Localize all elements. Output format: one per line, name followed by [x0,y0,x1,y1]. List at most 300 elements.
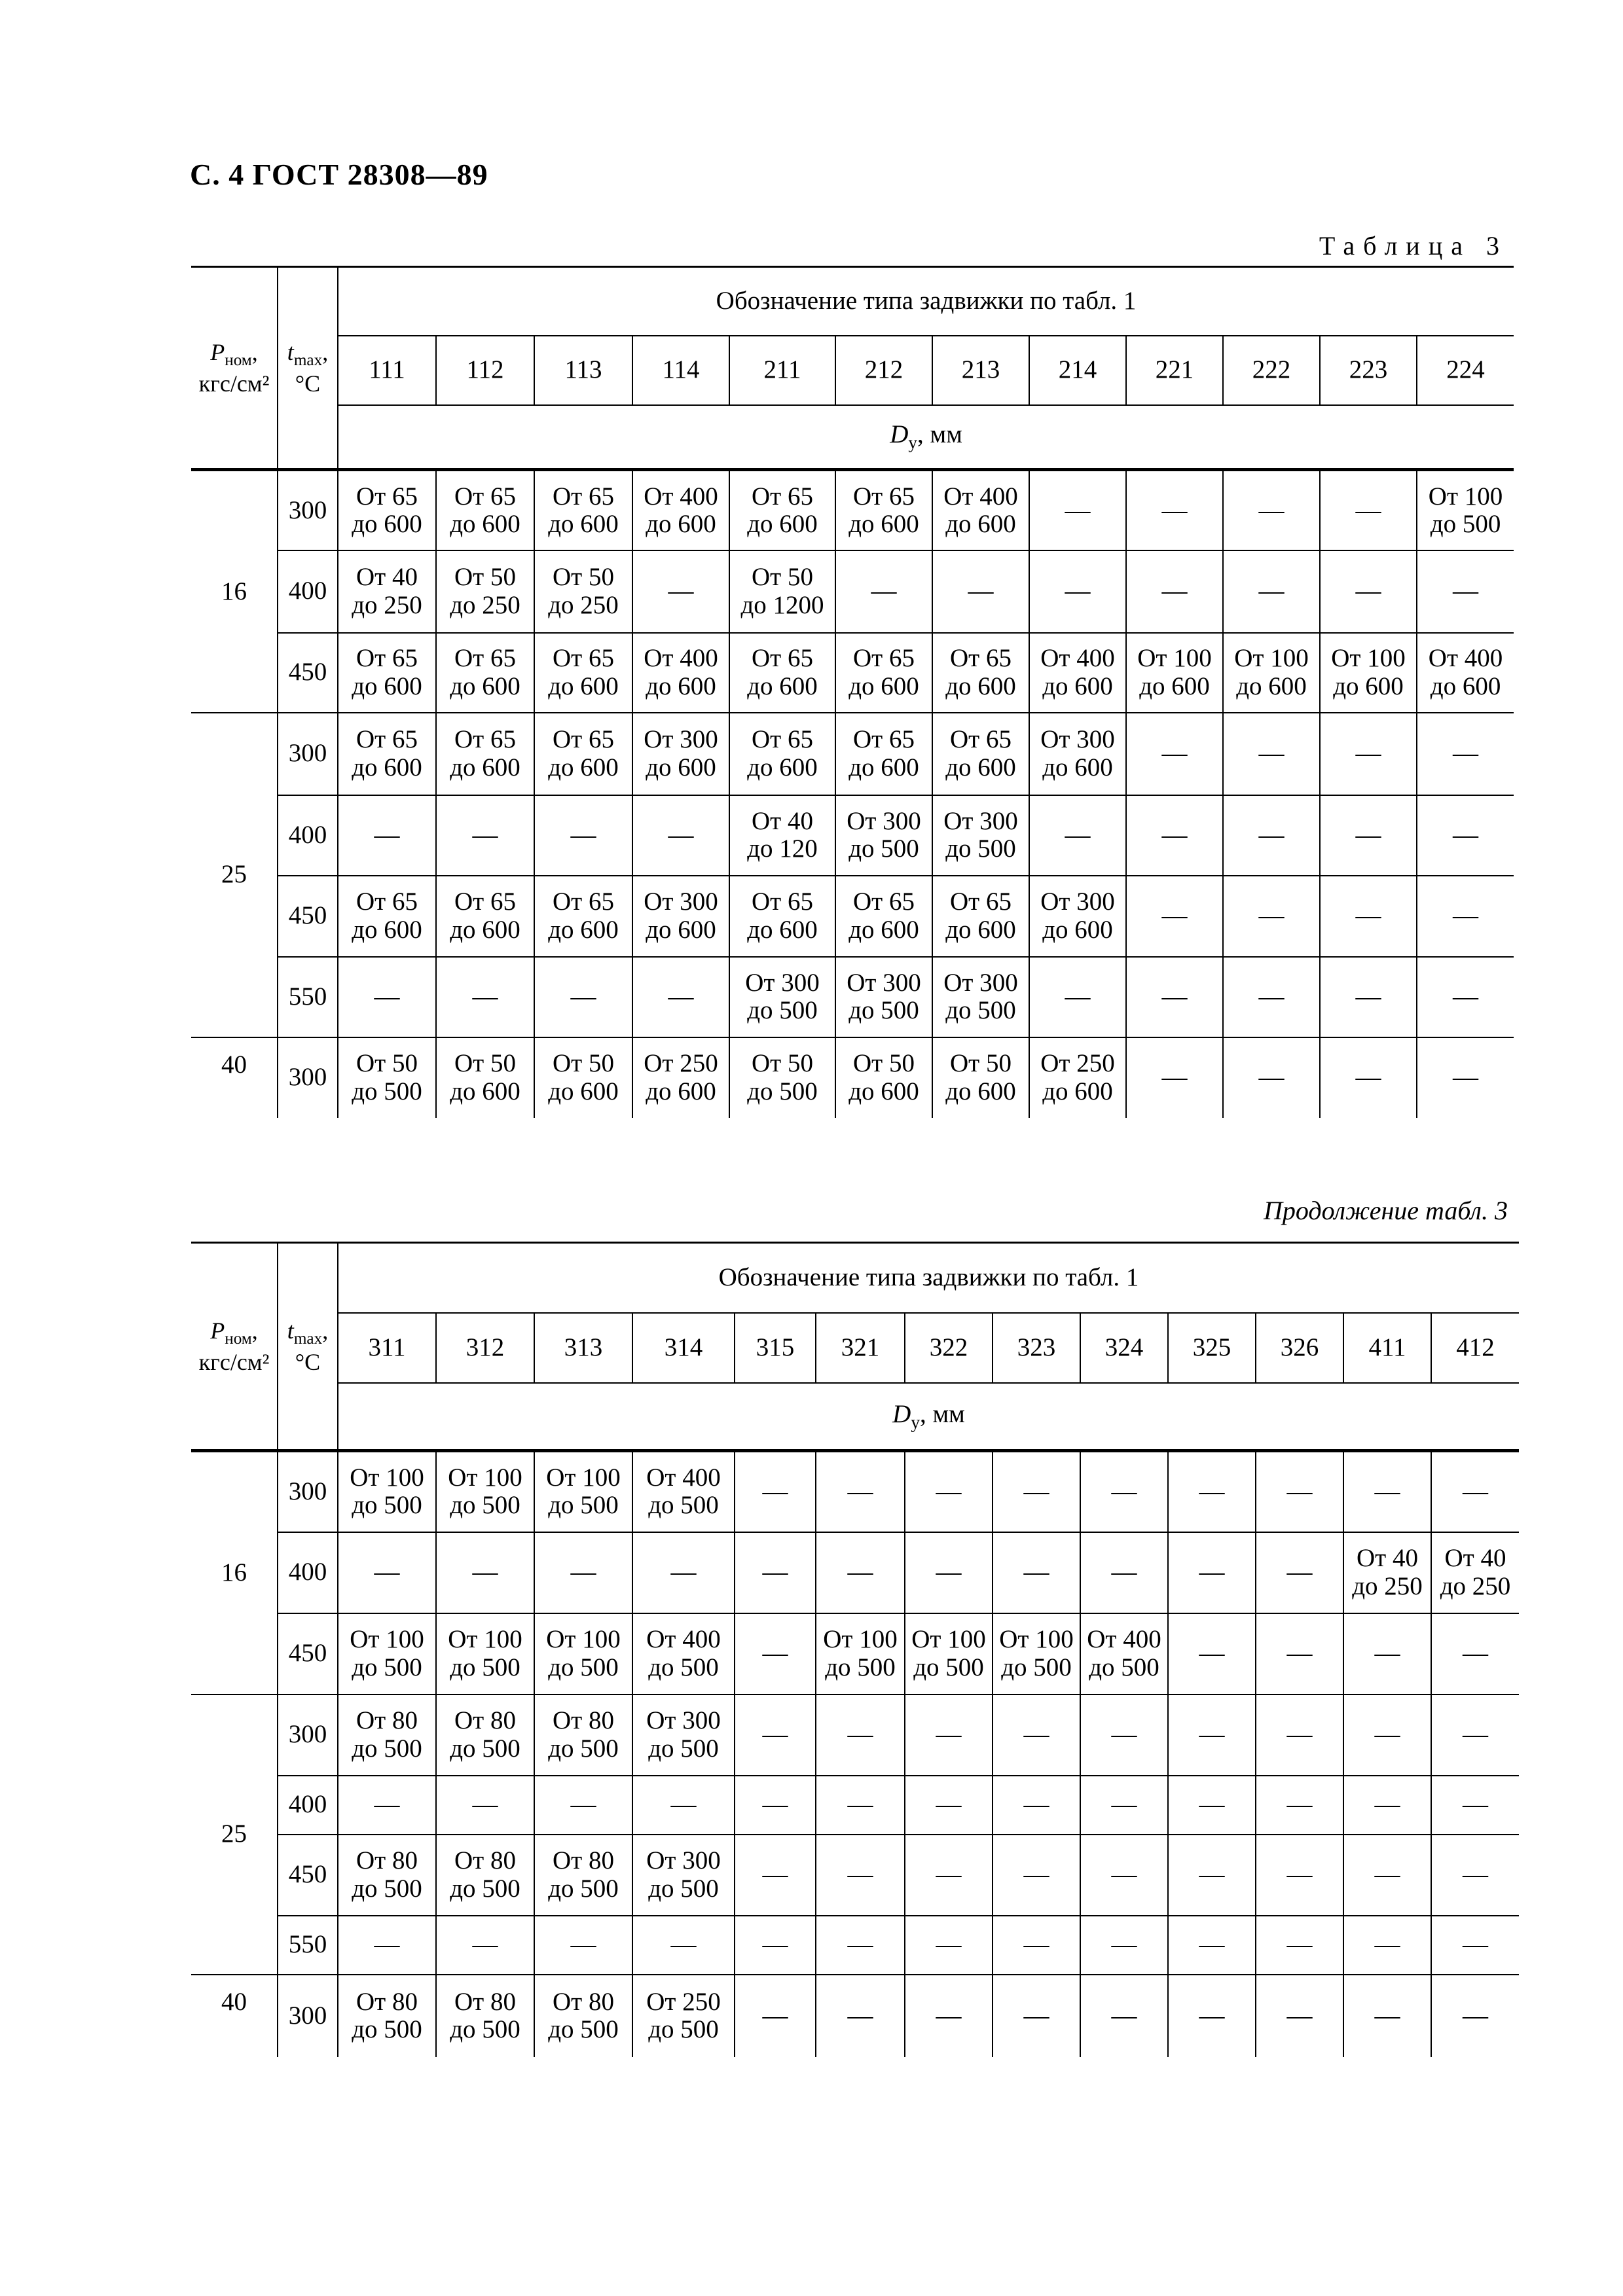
not-applicable-dash: — [1258,982,1285,1011]
range-from: От 65 [454,644,516,673]
not-applicable-dash: — [936,1790,962,1819]
range-from: От 80 [454,1846,516,1875]
not-applicable-dash: — [1161,739,1188,768]
not-applicable-dash: — [847,1477,873,1506]
diameter-range-cell [534,1916,632,1975]
diameter-range-cell [932,957,1029,1037]
valve-type-code: 223 [1320,336,1417,405]
range-from: От 250 [646,1987,721,2016]
not-applicable-dash: — [762,1860,788,1889]
range-from: От 300 [847,806,921,835]
valve-type-code: 213 [932,336,1029,405]
diameter-range-cell [729,876,835,957]
diameter-range-cell [436,1695,534,1776]
temperature-value: 400 [278,1776,338,1835]
valve-table [191,266,1514,1118]
temperature-value: 300 [278,1037,338,1118]
diameter-range-cell [632,1916,735,1975]
diameter-range-cell [1126,876,1223,957]
range-to: до 250 [352,590,422,619]
not-applicable-dash: — [1161,901,1188,930]
range-from: От 400 [646,1625,721,1654]
range-to: до 500 [747,996,818,1024]
range-to: до 600 [548,1077,619,1105]
not-applicable-dash: — [762,1790,788,1819]
diameter-range-cell [1080,1916,1168,1975]
not-applicable-dash: — [374,1558,400,1587]
not-applicable-dash: — [1453,739,1479,768]
range-to: до 600 [747,509,818,538]
temperature-value: 450 [278,633,338,713]
not-applicable-dash: — [762,1720,788,1749]
range-from: От 40 [752,806,813,835]
diameter-range-cell [932,795,1029,876]
diameter-range-cell [1126,713,1223,795]
diameter-range-cell [338,1695,436,1776]
not-applicable-dash: — [1111,1477,1137,1506]
diameter-range-cell [436,1532,534,1613]
not-applicable-dash: — [1355,820,1381,849]
range-to: до 600 [548,753,619,781]
range-to: до 500 [1089,1653,1159,1681]
diameter-range-cell [436,1613,534,1695]
diameter-range-cell [1126,795,1223,876]
diameter-range-cell [1431,1776,1519,1835]
range-from: От 65 [752,888,813,916]
temperature-value: 400 [278,795,338,876]
not-applicable-dash: — [1161,820,1188,849]
not-applicable-dash: — [1199,1558,1225,1587]
diameter-range-cell [1343,1451,1431,1532]
diameter-range-cell [436,470,534,550]
range-to: до 500 [648,1734,719,1763]
range-from: От 100 [1234,644,1309,673]
diameter-range-cell [729,795,835,876]
range-from: От 40 [356,563,418,592]
range-to: до 600 [1430,672,1501,700]
range-from: От 50 [950,1049,1012,1078]
range-from: От 50 [853,1049,915,1078]
range-from: От 400 [943,482,1018,511]
diameter-range-cell [1320,1037,1417,1118]
range-to: до 600 [352,753,422,781]
diameter-range-cell [1168,1532,1256,1613]
diameter-range-cell [816,1835,905,1916]
table-row [191,1975,1519,2057]
not-applicable-dash: — [847,1930,873,1959]
diameter-range-cell [1256,1613,1343,1695]
range-from: От 250 [644,1049,718,1078]
diameter-range-cell [905,1613,993,1695]
temperature-value: 300 [278,470,338,550]
range-to: до 500 [1001,1653,1072,1681]
not-applicable-dash: — [762,2001,788,2030]
not-applicable-dash: — [1463,1720,1488,1749]
not-applicable-dash: — [871,577,897,605]
range-to: до 500 [648,1653,719,1681]
valve-type-code: 211 [729,336,835,405]
range-from: От 300 [644,725,718,754]
diameter-range-cell [816,1613,905,1695]
range-from: От 80 [553,1706,614,1735]
table-row [191,1037,1514,1118]
diameter-range-cell [729,550,835,633]
diameter-range-cell [729,1037,835,1118]
not-applicable-dash: — [1355,1063,1381,1092]
diameter-range-cell [1080,1532,1168,1613]
range-to: до 600 [848,1077,919,1105]
not-applicable-dash: — [1286,1930,1313,1959]
diameter-range-cell [1223,876,1320,957]
range-to: до 600 [548,915,619,944]
diameter-range-cell [1126,633,1223,713]
diameter-range-cell [338,957,436,1037]
range-to: до 500 [548,1874,619,1903]
not-applicable-dash: — [668,820,694,849]
valve-type-header: Обозначение типа задвижки по табл. 1 [338,1243,1519,1313]
not-applicable-dash: — [1111,1558,1137,1587]
pressure-value: 16 [191,1451,278,1695]
diameter-range-cell [632,550,729,633]
range-from: От 65 [752,725,813,754]
range-from: От 300 [943,806,1018,835]
not-applicable-dash: — [1453,577,1479,605]
range-to: до 600 [548,509,619,538]
range-to: до 600 [747,672,818,700]
not-applicable-dash: — [1161,577,1188,605]
range-to: до 500 [548,1734,619,1763]
not-applicable-dash: — [1111,2001,1137,2030]
not-applicable-dash: — [1199,1477,1225,1506]
table-row [191,1613,1519,1695]
range-from: От 65 [853,482,915,511]
diameter-range-cell [534,713,632,795]
range-to: до 600 [945,672,1016,700]
range-to: до 250 [548,590,619,619]
valve-type-code: 324 [1080,1313,1168,1383]
temperature-header [278,1243,338,1451]
diameter-range-cell [729,713,835,795]
valve-type-code: 326 [1256,1313,1343,1383]
valve-type-code: 412 [1431,1313,1519,1383]
range-to: до 600 [352,915,422,944]
range-to: до 600 [848,509,919,538]
range-from: От 40 [1357,1544,1418,1573]
diameter-range-cell [1431,1695,1519,1776]
diameter-range-cell [436,1975,534,2057]
diameter-range-cell [1417,1037,1514,1118]
pressure-header [191,267,278,470]
range-from: От 50 [454,1049,516,1078]
diameter-range-cell [534,1532,632,1613]
diameter-range-cell [735,1916,816,1975]
range-from: От 400 [1428,644,1503,673]
diameter-range-cell [1431,1835,1519,1916]
range-from: От 100 [448,1625,522,1654]
diameter-range-cell [1417,550,1514,633]
diameter-range-cell [338,1776,436,1835]
valve-table-continued [191,1242,1519,2057]
not-applicable-dash: — [847,1558,873,1587]
diameter-range-cell [1320,876,1417,957]
range-from: От 65 [356,725,418,754]
pressure-header-unit: кгс/см² [198,1348,270,1375]
not-applicable-dash: — [1463,1790,1488,1819]
range-from: От 300 [943,968,1018,997]
diameter-range-cell [632,1532,735,1613]
not-applicable-dash: — [1258,495,1285,524]
diameter-range-cell [338,1835,436,1916]
not-applicable-dash: — [1374,1639,1400,1668]
diameter-range-cell [436,1776,534,1835]
range-from: От 65 [553,644,614,673]
diameter-range-cell [1256,1532,1343,1613]
table-row [191,1776,1519,1835]
diameter-range-cell [1126,1037,1223,1118]
range-from: От 65 [950,644,1012,673]
diameter-range-cell [534,1451,632,1532]
diameter-range-cell [1417,470,1514,550]
temperature-value: 300 [278,713,338,795]
nominal-diameter-header: $D_y$, мм [338,1383,1519,1451]
range-from: От 65 [356,482,418,511]
diameter-range-cell [1320,470,1417,550]
diameter-range-cell [816,1451,905,1532]
diameter-range-cell [735,1975,816,2057]
valve-type-header: Обозначение типа задвижки по табл. 1 [338,267,1514,336]
diameter-range-cell [1417,957,1514,1037]
table-row [191,795,1514,876]
not-applicable-dash: — [1286,1639,1313,1668]
diameter-range-cell [905,1532,993,1613]
diameter-range-cell [1320,795,1417,876]
range-to: до 600 [945,915,1016,944]
diameter-range-cell [534,470,632,550]
range-from: От 65 [752,482,813,511]
range-to: до 600 [646,753,716,781]
not-applicable-dash: — [762,1477,788,1506]
pressure-value: 16 [191,470,278,713]
diameter-range-cell [932,550,1029,633]
not-applicable-dash: — [1453,901,1479,930]
temperature-value: 300 [278,1451,338,1532]
range-from: От 250 [1040,1049,1115,1078]
temperature-value: 300 [278,1695,338,1776]
not-applicable-dash: — [1355,495,1381,524]
diameter-range-cell [1343,1776,1431,1835]
valve-type-code: 214 [1029,336,1126,405]
valve-type-code: 221 [1126,336,1223,405]
diameter-range-cell [534,1975,632,2057]
range-from: От 100 [1331,644,1406,673]
not-applicable-dash: — [1355,739,1381,768]
range-from: От 300 [646,1706,721,1735]
diameter-range-cell [1417,876,1514,957]
pressure-header-symbol: $P_{ном}$, [210,339,258,370]
diameter-range-cell [632,1037,729,1118]
not-applicable-dash: — [1023,1930,1049,1959]
table-continuation-caption: Продолжение табл. 3 [1263,1196,1508,1225]
diameter-range-cell [632,1451,735,1532]
valve-type-code: 411 [1343,1313,1431,1383]
not-applicable-dash: — [936,1558,962,1587]
diameter-range-cell [932,633,1029,713]
diameter-range-cell [1029,795,1126,876]
not-applicable-dash: — [1258,1063,1285,1092]
range-to: до 600 [1042,1077,1113,1105]
range-to: до 500 [450,1734,520,1763]
not-applicable-dash: — [670,1558,697,1587]
not-applicable-dash: — [1286,2001,1313,2030]
range-from: От 65 [853,644,915,673]
not-applicable-dash: — [472,820,498,849]
valve-type-code: 111 [338,336,436,405]
diameter-range-cell [338,713,436,795]
range-to: до 600 [747,753,818,781]
range-to: до 600 [548,672,619,700]
diameter-range-cell [1029,1037,1126,1118]
range-to: до 600 [1236,672,1307,700]
not-applicable-dash: — [570,1558,596,1587]
not-applicable-dash: — [1374,1790,1400,1819]
range-from: От 50 [454,563,516,592]
range-to: до 600 [1042,753,1113,781]
range-to: до 600 [450,509,520,538]
not-applicable-dash: — [670,1790,697,1819]
not-applicable-dash: — [936,1930,962,1959]
diameter-range-cell [338,1916,436,1975]
range-from: От 400 [644,482,718,511]
range-to: до 500 [648,1491,719,1520]
diameter-range-cell [632,957,729,1037]
not-applicable-dash: — [1199,1639,1225,1668]
diameter-range-cell [1320,957,1417,1037]
diameter-range-cell [1320,633,1417,713]
range-from: От 65 [356,888,418,916]
diameter-range-cell [436,876,534,957]
not-applicable-dash: — [1463,1639,1488,1668]
range-to: до 500 [1430,509,1501,538]
range-to: до 500 [648,2015,719,2043]
not-applicable-dash: — [1374,1930,1400,1959]
table-row [191,876,1514,957]
range-to: до 1200 [740,590,824,619]
range-to: до 600 [945,753,1016,781]
not-applicable-dash: — [1286,1477,1313,1506]
range-to: до 250 [450,590,520,619]
diameter-range-cell [816,1975,905,2057]
range-from: От 50 [752,1049,813,1078]
not-applicable-dash: — [1355,982,1381,1011]
not-applicable-dash: — [1161,1063,1188,1092]
range-from: От 50 [752,563,813,592]
range-from: От 65 [553,482,614,511]
diameter-range-cell [1080,1451,1168,1532]
range-from: От 65 [553,888,614,916]
range-to: до 500 [945,834,1016,863]
table-row [191,1695,1519,1776]
diameter-range-cell [436,1916,534,1975]
diameter-range-cell [338,550,436,633]
diameter-range-cell [1256,1451,1343,1532]
range-to: до 120 [747,834,818,863]
diameter-range-cell [905,1916,993,1975]
diameter-range-cell [1168,1916,1256,1975]
range-to: до 600 [646,1077,716,1105]
range-to: до 500 [848,996,919,1024]
not-applicable-dash: — [1199,1790,1225,1819]
pressure-header [191,1243,278,1451]
diameter-range-cell [835,795,932,876]
range-from: От 80 [356,1987,418,2016]
diameter-range-cell [835,470,932,550]
range-from: От 300 [646,1846,721,1875]
range-to: до 500 [352,1653,422,1681]
diameter-range-cell [436,713,534,795]
diameter-range-cell [534,957,632,1037]
not-applicable-dash: — [374,1930,400,1959]
not-applicable-dash: — [1065,820,1091,849]
diameter-range-cell [816,1695,905,1776]
not-applicable-dash: — [968,577,994,605]
range-to: до 500 [352,1491,422,1520]
diameter-range-cell [1417,713,1514,795]
range-to: до 500 [548,1653,619,1681]
diameter-range-cell [436,1835,534,1916]
diameter-range-cell [816,1776,905,1835]
range-from: От 80 [356,1846,418,1875]
not-applicable-dash: — [1374,1477,1400,1506]
diameter-range-cell [1256,1776,1343,1835]
diameter-range-cell [1080,1613,1168,1695]
not-applicable-dash: — [1286,1790,1313,1819]
not-applicable-dash: — [1111,1790,1137,1819]
diameter-range-cell [534,1695,632,1776]
diameter-range-cell [1431,1451,1519,1532]
temperature-value: 400 [278,550,338,633]
diameter-range-cell [1256,1835,1343,1916]
not-applicable-dash: — [1258,577,1285,605]
range-from: От 400 [1087,1625,1161,1654]
not-applicable-dash: — [670,1930,697,1959]
diameter-range-cell [436,957,534,1037]
diameter-range-cell [735,1613,816,1695]
diameter-range-cell [1256,1975,1343,2057]
not-applicable-dash: — [847,1790,873,1819]
range-to: до 600 [1042,915,1113,944]
diameter-range-cell [1223,713,1320,795]
diameter-range-cell [835,713,932,795]
diameter-range-cell [1126,470,1223,550]
diameter-range-cell [1417,795,1514,876]
not-applicable-dash: — [374,1790,400,1819]
diameter-range-cell [1126,550,1223,633]
range-from: От 65 [454,482,516,511]
diameter-range-cell [1431,1975,1519,2057]
diameter-range-cell [1029,957,1126,1037]
valve-type-code: 311 [338,1313,436,1383]
range-from: От 100 [1137,644,1212,673]
table-row [191,633,1514,713]
range-to: до 600 [352,672,422,700]
diameter-range-cell [993,1975,1080,2057]
diameter-range-cell [729,470,835,550]
pressure-value: 25 [191,1695,278,1975]
diameter-range-cell [835,876,932,957]
range-from: От 65 [950,725,1012,754]
range-to: до 250 [1352,1571,1423,1600]
range-to: до 600 [646,915,716,944]
